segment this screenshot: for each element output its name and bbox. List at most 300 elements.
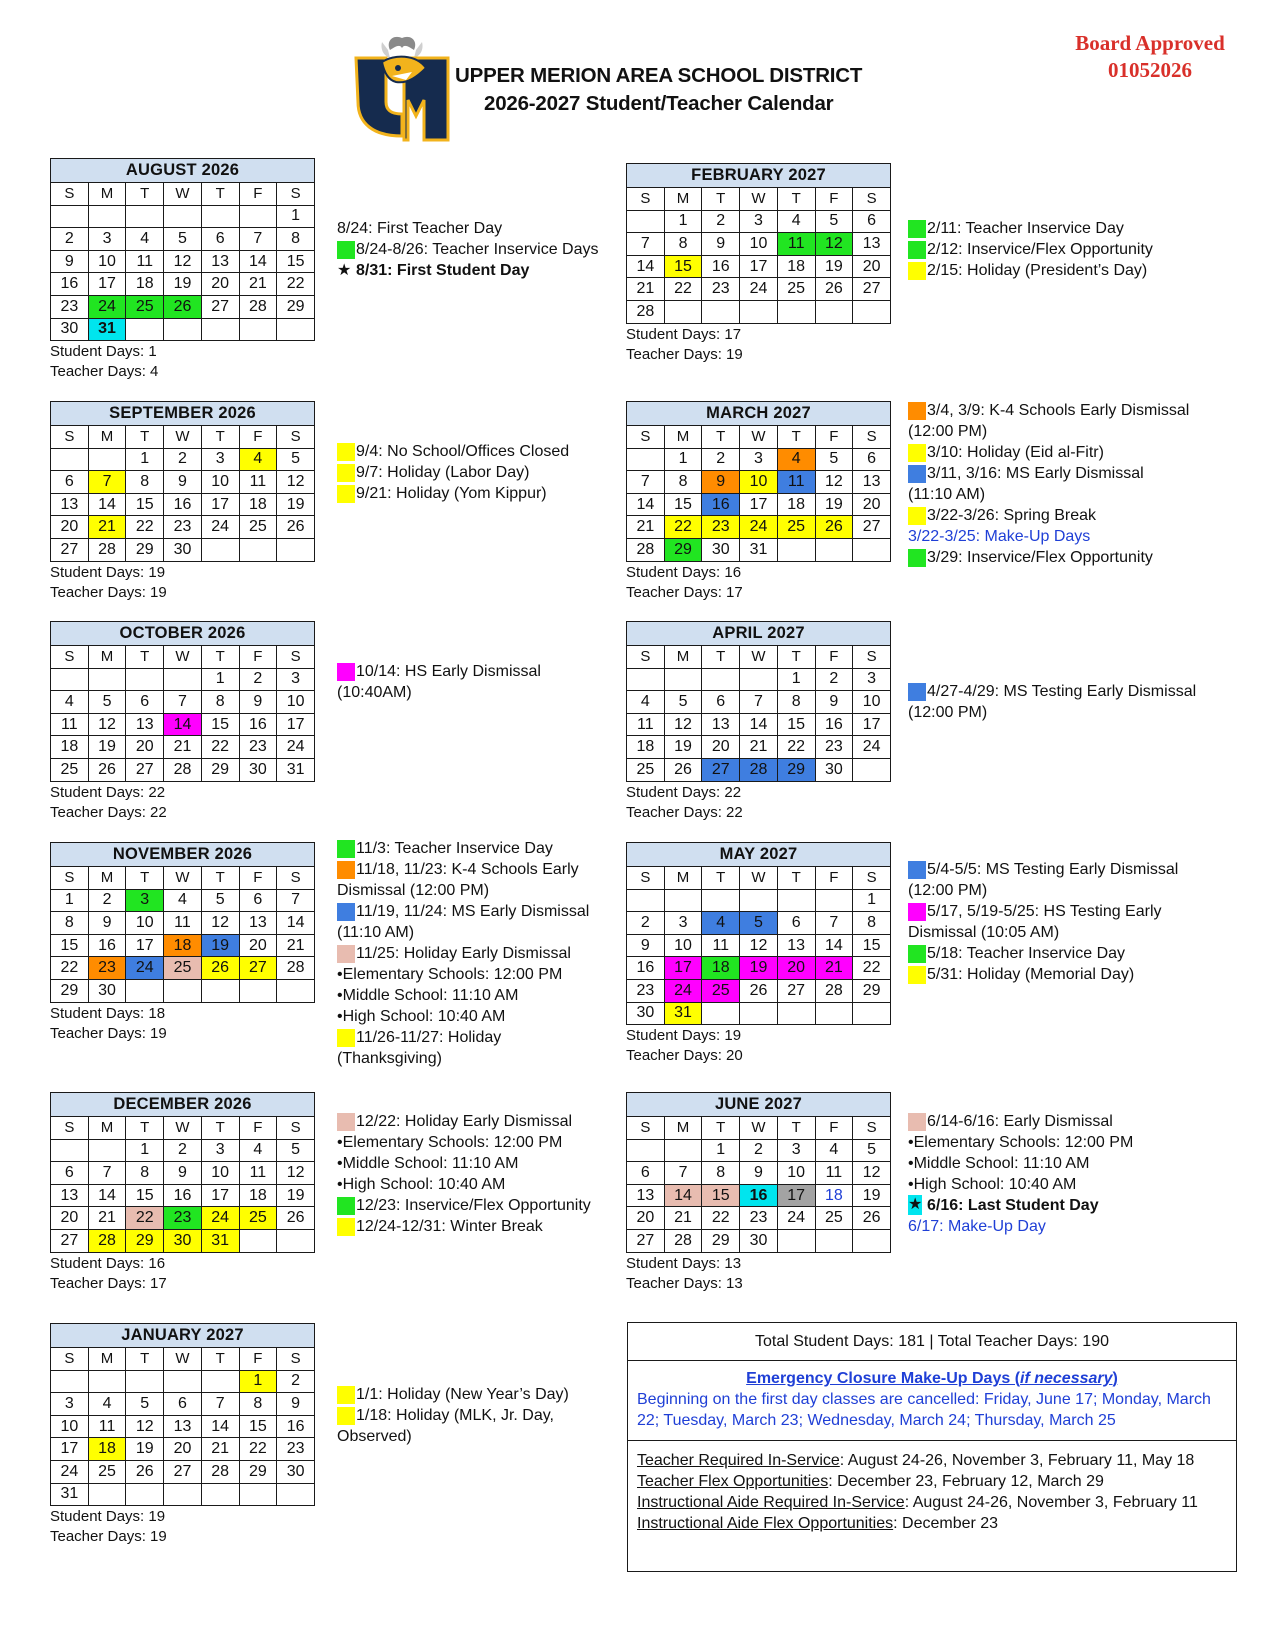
student-days: Student Days: 1 <box>50 343 157 361</box>
day-cell: 18 <box>239 1184 277 1207</box>
legend-april <box>908 681 1196 723</box>
color-swatch-icon <box>908 444 926 462</box>
day-cell: 8 <box>777 691 815 714</box>
day-cell: 6 <box>51 1162 89 1185</box>
empty-cell <box>627 889 665 912</box>
month-header: FEBRUARY 2027 <box>627 164 891 188</box>
approved-date: 01052026 <box>1108 58 1192 82</box>
day-cell: 28 <box>627 538 665 561</box>
weekday-header: F <box>815 1117 853 1140</box>
district-title: UPPER MERION AREA SCHOOL DISTRICT <box>455 64 863 87</box>
day-cell: 15 <box>277 250 315 273</box>
day-cell: 21 <box>740 736 778 759</box>
day-cell: 25 <box>126 295 164 318</box>
day-cell: 14 <box>239 250 277 273</box>
legend-item <box>908 681 1196 702</box>
legend-item <box>337 1132 591 1153</box>
day-cell: 18 <box>702 957 740 980</box>
weekday-header: T <box>777 426 815 449</box>
day-cell: 10 <box>277 691 315 714</box>
day-cell: 27 <box>51 1229 89 1252</box>
weekday-header: W <box>164 1348 202 1371</box>
day-cell: 13 <box>51 1184 89 1207</box>
day-cell: 11 <box>239 471 277 494</box>
day-cell: 7 <box>664 1162 702 1185</box>
day-cell: 12 <box>164 250 202 273</box>
empty-cell <box>239 1483 277 1506</box>
day-cell: 25 <box>702 979 740 1002</box>
legend-text: 9/21: Holiday (Yom Kippur) <box>356 485 547 502</box>
day-cell: 8 <box>239 1393 277 1416</box>
legend-item <box>337 1216 591 1237</box>
day-cell: 17 <box>88 273 126 296</box>
calendar-grid <box>50 401 315 562</box>
day-cell: 20 <box>777 957 815 980</box>
day-cell: 28 <box>88 538 126 561</box>
emergency-heading: Emergency Closure Make-Up Days (if necessary) <box>746 1370 1118 1387</box>
day-cell: 5 <box>664 691 702 714</box>
day-cell: 19 <box>815 493 853 516</box>
weekday-header: M <box>88 1348 126 1371</box>
legend-february <box>908 218 1153 281</box>
day-cell: 17 <box>51 1438 89 1461</box>
legend-text: 12/22: Holiday Early Dismissal <box>356 1113 573 1130</box>
calendar-grid <box>50 621 315 782</box>
day-cell: 6 <box>239 889 277 912</box>
empty-cell <box>277 979 315 1002</box>
day-cell: 15 <box>777 713 815 736</box>
legend-text: Dismissal (12:00 PM) <box>337 882 490 899</box>
legend-item <box>908 400 1189 421</box>
day-cell: 7 <box>239 228 277 251</box>
teacher-days: Teacher Days: 22 <box>50 803 167 821</box>
day-cell: 2 <box>88 889 126 912</box>
legend-item <box>337 1426 569 1447</box>
weekday-header: S <box>853 646 891 669</box>
empty-cell <box>815 1229 853 1252</box>
empty-cell <box>664 1139 702 1162</box>
board-approved-stamp <box>1040 30 1260 84</box>
day-cell: 21 <box>239 273 277 296</box>
legend-text: •High School: 10:40 AM <box>908 1176 1077 1193</box>
day-cell: 27 <box>239 957 277 980</box>
weekday-header: F <box>239 1117 277 1140</box>
day-cell: 30 <box>51 318 89 341</box>
day-cell: 4 <box>126 228 164 251</box>
weekday-header: S <box>51 646 89 669</box>
legend-item <box>908 880 1178 901</box>
legend-item <box>908 901 1178 922</box>
day-cell: 29 <box>126 538 164 561</box>
weekday-header: M <box>88 1117 126 1140</box>
legend-text: 5/4-5/5: MS Testing Early Dismissal <box>927 861 1179 878</box>
day-cell: 10 <box>740 471 778 494</box>
day-cell: 11 <box>627 713 665 736</box>
day-cell: 5 <box>277 1139 315 1162</box>
day-cell: 24 <box>51 1460 89 1483</box>
weekday-header: W <box>164 867 202 890</box>
month-november-2026 <box>50 842 315 1043</box>
day-cell: 16 <box>627 957 665 980</box>
day-cell: 14 <box>627 493 665 516</box>
empty-cell <box>853 300 891 323</box>
empty-cell <box>740 1002 778 1025</box>
empty-cell <box>126 668 164 691</box>
legend-item <box>337 218 599 239</box>
month-header: NOVEMBER 2026 <box>51 843 315 867</box>
empty-cell <box>664 889 702 912</box>
day-cell: 24 <box>853 736 891 759</box>
weekday-header: S <box>627 646 665 669</box>
weekday-header: W <box>164 183 202 206</box>
day-cell: 21 <box>815 957 853 980</box>
day-cell: 23 <box>740 1207 778 1230</box>
day-cell: 28 <box>201 1460 239 1483</box>
day-cell: 5 <box>164 228 202 251</box>
empty-cell <box>853 758 891 781</box>
day-cell: 11 <box>164 912 202 935</box>
day-cell: 20 <box>201 273 239 296</box>
day-cell: 5 <box>815 210 853 233</box>
color-swatch-icon <box>908 945 926 963</box>
color-swatch-icon <box>337 485 355 503</box>
legend-text: 8/24-8/26: Teacher Inservice Days <box>356 241 599 258</box>
day-cell: 17 <box>277 713 315 736</box>
weekday-header: S <box>277 1348 315 1371</box>
day-cell: 4 <box>777 210 815 233</box>
day-cell: 16 <box>239 713 277 736</box>
day-cell: 3 <box>664 912 702 935</box>
legend-text: 9/7: Holiday (Labor Day) <box>356 464 530 481</box>
day-cell: 3 <box>201 1139 239 1162</box>
day-cell: 1 <box>853 889 891 912</box>
empty-cell <box>702 1002 740 1025</box>
day-cell: 28 <box>164 758 202 781</box>
day-cell: 3 <box>201 448 239 471</box>
day-cell: 10 <box>126 912 164 935</box>
day-cell: 4 <box>239 1139 277 1162</box>
day-cell: 30 <box>239 758 277 781</box>
legend-text: 11/18, 11/23: K-4 Schools Early <box>356 861 579 878</box>
inservice-line: Teacher Flex Opportunities: December 23, February 12, March 29 <box>637 1473 1104 1490</box>
legend-item <box>337 1174 591 1195</box>
day-cell: 18 <box>239 493 277 516</box>
legend-item <box>908 239 1153 260</box>
empty-cell <box>740 889 778 912</box>
day-cell: 1 <box>777 668 815 691</box>
day-cell: 22 <box>777 736 815 759</box>
day-cell: 6 <box>201 228 239 251</box>
weekday-header: S <box>627 1117 665 1140</box>
day-cell: 9 <box>277 1393 315 1416</box>
empty-cell <box>627 668 665 691</box>
day-cell: 22 <box>201 736 239 759</box>
day-cell: 10 <box>740 233 778 256</box>
day-cell: 9 <box>239 691 277 714</box>
day-cell: 9 <box>88 912 126 935</box>
legend-text: 11/3: Teacher Inservice Day <box>356 840 553 857</box>
empty-cell <box>88 668 126 691</box>
day-cell: 12 <box>815 233 853 256</box>
approved-label: Board Approved <box>1075 31 1225 55</box>
day-cell: 4 <box>627 691 665 714</box>
month-september-2026 <box>50 401 315 602</box>
weekday-header: M <box>88 867 126 890</box>
empty-cell <box>201 318 239 341</box>
day-cell: 2 <box>740 1139 778 1162</box>
day-cell: 6 <box>51 471 89 494</box>
empty-cell <box>777 1002 815 1025</box>
weekday-header: S <box>853 1117 891 1140</box>
empty-cell <box>277 538 315 561</box>
day-cell: 25 <box>815 1207 853 1230</box>
month-january-2027 <box>50 1323 315 1546</box>
day-cell: 2 <box>164 448 202 471</box>
day-cell: 28 <box>88 1229 126 1252</box>
day-cell: 13 <box>853 471 891 494</box>
teacher-days: Teacher Days: 19 <box>50 583 167 601</box>
legend-item <box>908 218 1153 239</box>
legend-item <box>908 702 1196 723</box>
legend-text: 8/24: First Teacher Day <box>337 220 503 237</box>
legend-item <box>908 964 1178 985</box>
weekday-header: W <box>164 1117 202 1140</box>
day-cell: 23 <box>88 957 126 980</box>
day-cell: 4 <box>815 1139 853 1162</box>
legend-text: •Middle School: 11:10 AM <box>337 1155 519 1172</box>
color-swatch-icon <box>908 507 926 525</box>
empty-cell <box>88 1139 126 1162</box>
color-swatch-icon <box>337 464 355 482</box>
empty-cell <box>126 205 164 228</box>
day-cell: 14 <box>88 1184 126 1207</box>
day-cell: 27 <box>853 516 891 539</box>
day-cell: 26 <box>740 979 778 1002</box>
day-cell: 24 <box>277 736 315 759</box>
empty-cell <box>164 205 202 228</box>
color-swatch-icon <box>908 903 926 921</box>
day-cell: 17 <box>777 1184 815 1207</box>
legend-december <box>337 1111 591 1237</box>
day-cell: 16 <box>815 713 853 736</box>
legend-text: 12/23: Inservice/Flex Opportunity <box>356 1197 591 1214</box>
day-cell: 18 <box>164 934 202 957</box>
weekday-header: W <box>740 646 778 669</box>
day-cell: 31 <box>740 538 778 561</box>
legend-item <box>337 1111 591 1132</box>
teacher-days: Teacher Days: 19 <box>50 1024 167 1042</box>
day-cell: 13 <box>702 713 740 736</box>
day-cell: 11 <box>51 713 89 736</box>
day-cell: 22 <box>702 1207 740 1230</box>
legend-item <box>337 1195 591 1216</box>
legend-item <box>908 1111 1133 1132</box>
weekday-header: S <box>51 1117 89 1140</box>
day-cell: 9 <box>51 250 89 273</box>
day-cell: 30 <box>627 1002 665 1025</box>
inservice-section <box>628 1441 1236 1534</box>
day-cell: 19 <box>277 493 315 516</box>
empty-cell <box>201 1483 239 1506</box>
legend-item <box>337 880 589 901</box>
empty-cell <box>777 889 815 912</box>
day-cell: 25 <box>777 278 815 301</box>
weekday-header: S <box>627 188 665 211</box>
day-cell: 20 <box>702 736 740 759</box>
day-cell: 13 <box>201 250 239 273</box>
weekday-header: W <box>740 426 778 449</box>
day-cell: 17 <box>853 713 891 736</box>
legend-item <box>337 1153 591 1174</box>
empty-cell <box>702 889 740 912</box>
day-cell: 14 <box>627 255 665 278</box>
day-cell: 14 <box>164 713 202 736</box>
weekday-header: M <box>664 426 702 449</box>
legend-text: (12:00 PM) <box>908 882 988 899</box>
legend-text: 6/17: Make-Up Day <box>908 1218 1046 1235</box>
legend-item <box>908 442 1189 463</box>
day-cell: 18 <box>777 493 815 516</box>
weekday-header: T <box>702 646 740 669</box>
day-cell: 10 <box>201 1162 239 1185</box>
day-cell: 1 <box>126 1139 164 1162</box>
empty-cell <box>239 979 277 1002</box>
student-days: Student Days: 22 <box>626 783 742 801</box>
empty-cell <box>815 300 853 323</box>
day-cell: 6 <box>126 691 164 714</box>
color-swatch-icon <box>908 465 926 483</box>
day-cell: 17 <box>664 957 702 980</box>
weekday-header: S <box>853 867 891 890</box>
color-swatch-icon <box>337 1407 355 1425</box>
calendar-grid <box>626 621 891 782</box>
day-cell: 14 <box>88 493 126 516</box>
day-cell: 11 <box>88 1415 126 1438</box>
legend-text: 3/22-3/26: Spring Break <box>927 507 1096 524</box>
empty-cell <box>164 979 202 1002</box>
legend-item <box>337 859 589 880</box>
day-cell: 25 <box>627 758 665 781</box>
weekday-header: W <box>740 867 778 890</box>
day-cell: 7 <box>815 912 853 935</box>
month-april-2027 <box>626 621 891 822</box>
day-cell: 9 <box>815 691 853 714</box>
day-cell: 11 <box>126 250 164 273</box>
day-cell: 27 <box>627 1229 665 1252</box>
day-cell: 17 <box>126 934 164 957</box>
day-cell: 21 <box>88 516 126 539</box>
empty-cell <box>815 889 853 912</box>
month-august-2026 <box>50 158 315 381</box>
day-cell: 23 <box>702 278 740 301</box>
color-swatch-icon <box>337 241 355 259</box>
day-cell: 27 <box>201 295 239 318</box>
student-days: Student Days: 16 <box>626 563 742 581</box>
day-cell: 17 <box>740 255 778 278</box>
day-cell: 25 <box>88 1460 126 1483</box>
legend-text: •High School: 10:40 AM <box>337 1008 506 1025</box>
weekday-header: S <box>853 188 891 211</box>
student-days: Student Days: 19 <box>50 563 166 581</box>
day-cell: 7 <box>627 233 665 256</box>
day-cell: 2 <box>815 668 853 691</box>
color-swatch-icon <box>337 903 355 921</box>
empty-cell <box>201 979 239 1002</box>
day-cell: 22 <box>853 957 891 980</box>
empty-cell <box>702 300 740 323</box>
empty-cell <box>51 448 89 471</box>
weekday-header: T <box>201 426 239 449</box>
legend-text: 1/18: Holiday (MLK, Jr. Day, <box>356 1407 554 1424</box>
day-cell: 5 <box>277 448 315 471</box>
weekday-header: F <box>815 426 853 449</box>
legend-text: •Elementary Schools: 12:00 PM <box>337 1134 563 1151</box>
month-header: DECEMBER 2026 <box>51 1093 315 1117</box>
day-cell: 1 <box>126 448 164 471</box>
empty-cell <box>164 668 202 691</box>
legend-item <box>908 1216 1133 1237</box>
day-cell: 23 <box>164 1207 202 1230</box>
calendar-grid <box>50 842 315 1003</box>
weekday-header: W <box>740 1117 778 1140</box>
empty-cell <box>239 205 277 228</box>
month-header: MARCH 2027 <box>627 402 891 426</box>
day-cell: 13 <box>777 934 815 957</box>
emergency-body: Beginning on the first day classes are cancelled: Friday, June 17; Monday, March 22; Tuesday, March 23; Wednesday, March 24; Thursday, March 25 <box>637 1391 1211 1429</box>
empty-cell <box>664 668 702 691</box>
star-icon: ★ <box>908 1196 923 1213</box>
weekday-header: T <box>126 867 164 890</box>
legend-item <box>337 901 589 922</box>
day-cell: 10 <box>853 691 891 714</box>
color-swatch-icon <box>908 966 926 984</box>
day-cell: 15 <box>664 255 702 278</box>
day-cell: 15 <box>702 1184 740 1207</box>
day-cell: 28 <box>815 979 853 1002</box>
star-icon: ★ <box>337 262 352 279</box>
day-cell: 22 <box>239 1438 277 1461</box>
empty-cell <box>627 1139 665 1162</box>
calendar-grid <box>626 401 891 562</box>
day-cell: 26 <box>88 758 126 781</box>
day-cell: 31 <box>88 318 126 341</box>
legend-text: 6/16: Last Student Day <box>927 1197 1099 1214</box>
calendar-subtitle: 2026-2027 Student/Teacher Calendar <box>484 92 834 115</box>
empty-cell <box>51 1139 89 1162</box>
day-cell: 11 <box>239 1162 277 1185</box>
day-cell: 24 <box>740 278 778 301</box>
day-cell: 20 <box>627 1207 665 1230</box>
empty-cell <box>277 318 315 341</box>
day-cell: 15 <box>664 493 702 516</box>
day-cell: 24 <box>201 1207 239 1230</box>
day-cell: 9 <box>164 471 202 494</box>
month-header: OCTOBER 2026 <box>51 622 315 646</box>
legend-text: 3/29: Inservice/Flex Opportunity <box>927 549 1153 566</box>
weekday-header: F <box>239 1348 277 1371</box>
day-cell: 5 <box>201 889 239 912</box>
day-cell: 30 <box>88 979 126 1002</box>
weekday-header: W <box>740 188 778 211</box>
summary-box <box>627 1322 1237 1572</box>
day-cell: 28 <box>664 1229 702 1252</box>
color-swatch-icon <box>337 1113 355 1131</box>
legend-item <box>908 1153 1133 1174</box>
day-cell: 27 <box>51 538 89 561</box>
day-cell: 13 <box>627 1184 665 1207</box>
weekday-header: T <box>201 183 239 206</box>
day-cell: 25 <box>777 516 815 539</box>
